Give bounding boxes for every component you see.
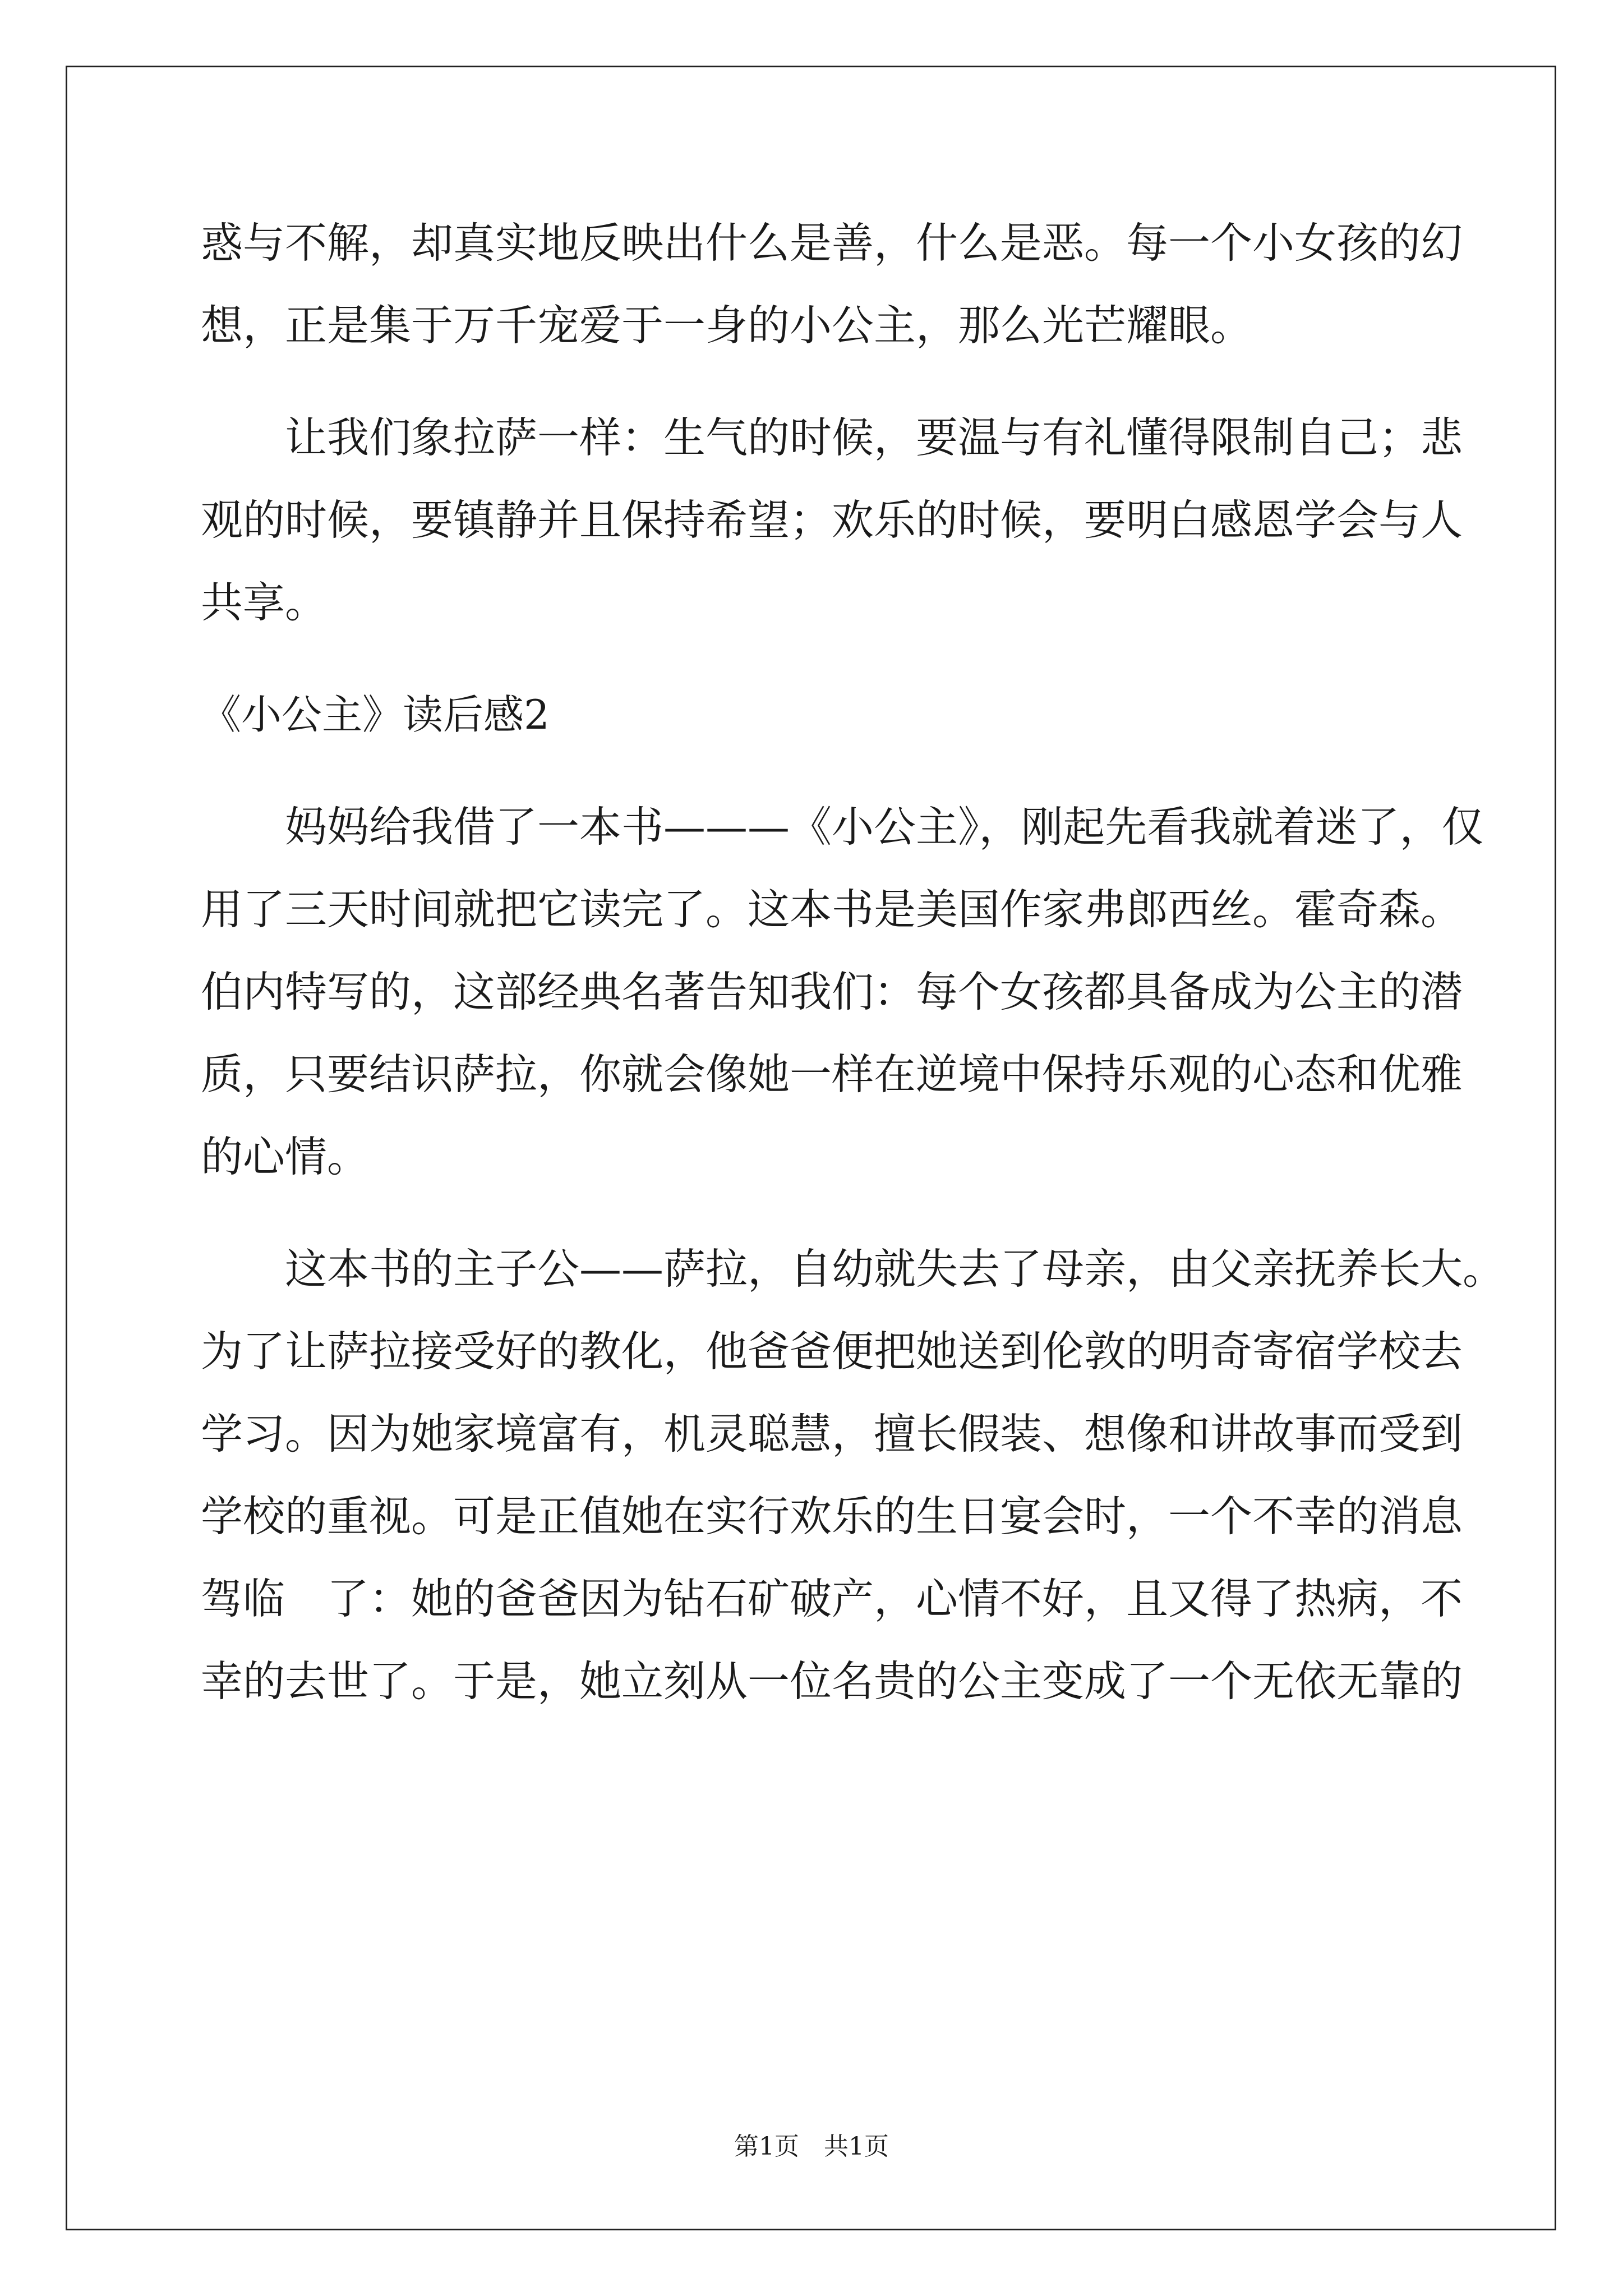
page-footer: 第1页 共1页 [734,2132,889,2161]
text-line: 的心情。 [201,1132,370,1181]
text-line: 这本书的主子公——萨拉，自幼就失去了母亲，由父亲抚养长大。 [201,1244,1505,1294]
text-line: 伯内特写的，这部经典名著告知我们：每个女孩都具备成为公主的潜 [201,967,1463,1016]
text-line: 想，正是集于万千宠爱于一身的小公主，那么光芒耀眼。 [201,301,1253,350]
text-line: 共享。 [201,578,328,627]
paragraph-2 [201,397,1463,644]
text-line: 妈妈给我借了一本书———《小公主》，刚起先看我就着迷了，仅 [201,802,1484,852]
text-line: 惑与不解，却真实地反映出什么是善，什么是恶。每一个小女孩的幻 [201,218,1463,268]
text-line: 为了让萨拉接受好的教化，他爸爸便把她送到伦敦的明奇寄宿学校去 [201,1327,1463,1376]
text-line: 学习。因为她家境富有，机灵聪慧，擅长假装、想像和讲故事而受到 [201,1409,1463,1458]
paragraph-3 [201,786,1484,1198]
text-line: 幸的去世了。于是，她立刻从一位名贵的公主变成了一个无依无靠的 [201,1657,1463,1706]
text-line: 观的时候，要镇静并且保持希望；欢乐的时候，要明白感恩学会与人 [201,495,1463,545]
text-line: 质，只要结识萨拉，你就会像她一样在逆境中保持乐观的心态和优雅 [201,1050,1463,1099]
text-line: 让我们象拉萨一样：生气的时候，要温与有礼懂得限制自己；悲 [201,413,1463,462]
paragraph-1 [201,202,1463,367]
section-heading: 《小公主》读后感2 [201,691,550,738]
text-line: 驾临 了：她的爸爸因为钻石矿破产，心情不好，且又得了热病，不 [201,1574,1463,1623]
paragraph-4 [201,1228,1505,1723]
document-body [201,202,1505,1723]
text-line: 学校的重视。可是正值她在实行欢乐的生日宴会时，一个不幸的消息 [201,1492,1463,1541]
text-line: 用了三天时间就把它读完了。这本书是美国作家弗郎西丝。霍奇森。 [201,885,1463,934]
